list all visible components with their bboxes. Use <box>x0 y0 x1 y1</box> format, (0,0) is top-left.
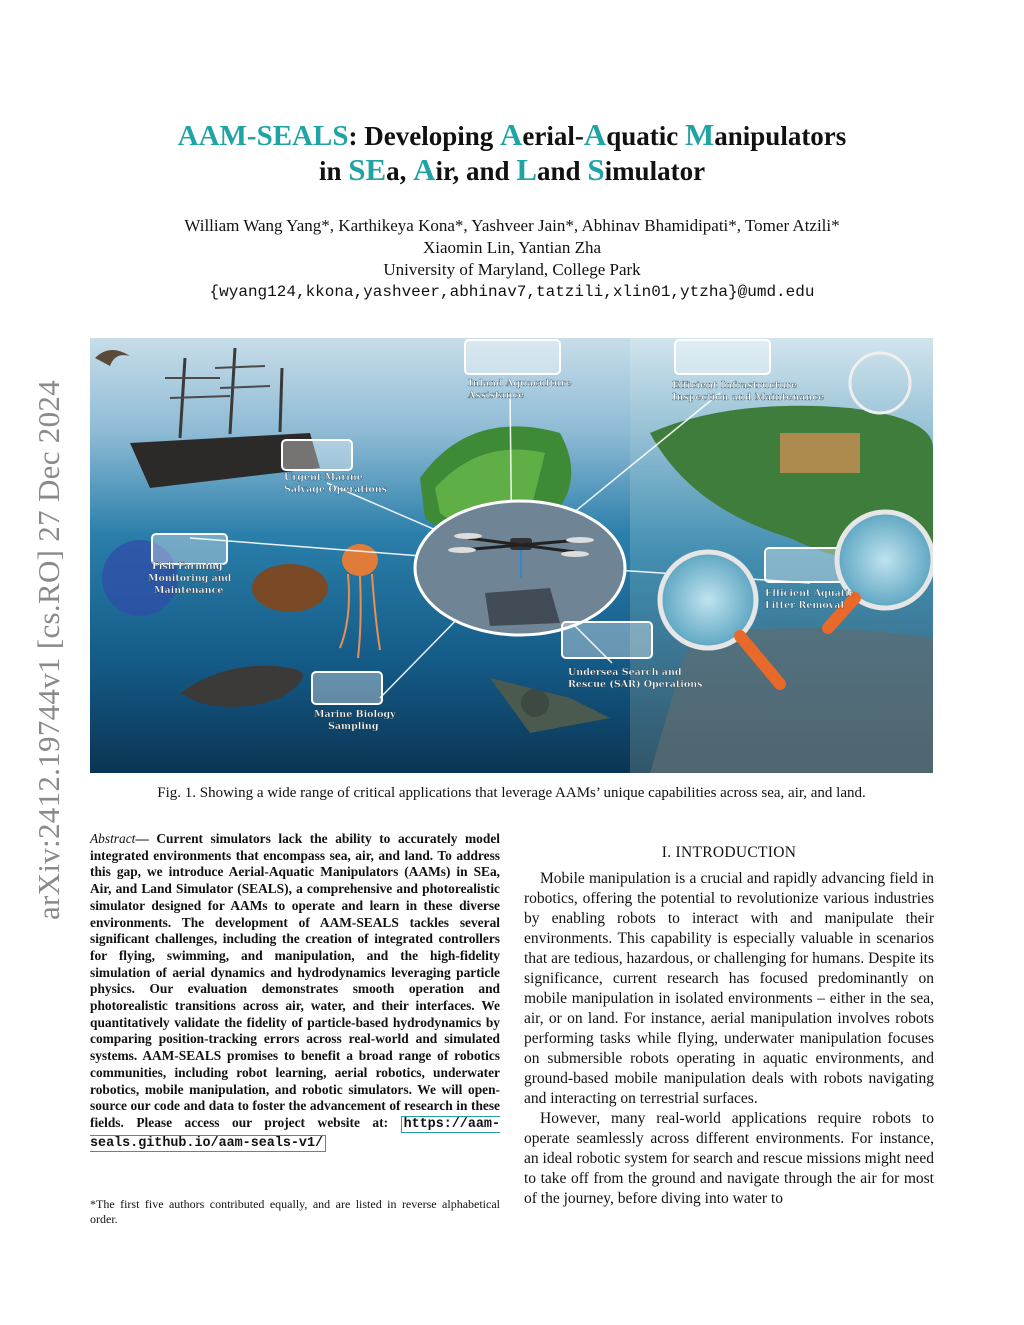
paper-title <box>100 118 924 188</box>
introduction-body <box>524 869 934 1209</box>
littered-seafloor <box>650 628 933 773</box>
label-fish: Maintenance <box>154 585 224 596</box>
label-fish: Fish Farming <box>152 561 223 572</box>
label-inland: Assistance <box>468 390 525 401</box>
figure-1 <box>90 338 933 773</box>
paragraph: Mobile manipulation is a crucial and rapidly advancing field in robotics, offering the potential to revolutionize various industries by enabling robots to interact with and manipulate their environments. This capability is especially valuable in scenarios that are tedious, hazardous, or challenging for humans. Despite its significance, current research has focused predominantly on mobile manipulation in isolated environments – either in the sea, air, or on land. For instance, aerial manipulation involves robots performing tasks while flying, underwater manipulation focuses on submersible robots operating in aquatic environments, and ground-based mobile manipulation deals with robots navigating and interacting on terrestrial surfaces. <box>524 870 934 1107</box>
title-text: quatic <box>606 121 685 151</box>
amusement-park <box>780 433 860 473</box>
label-infra: Inspection and Maintenance <box>672 392 825 403</box>
title-initial: A <box>583 117 607 152</box>
title-initial: S <box>587 152 605 187</box>
label-biology: Marine Biology <box>314 709 396 720</box>
title-text: ir, and <box>435 156 517 186</box>
abstract-label: Abstract <box>90 831 136 846</box>
figure-illustration <box>90 338 933 773</box>
label-fish: Monitoring and <box>148 573 232 584</box>
affiliation: University of Maryland, College Park <box>383 260 641 279</box>
paragraph: However, many real-world applications require robots to operate seamlessly across different environments. For instance, an ideal robotic system for search and rescue missions might need to take off from the ground and navigate through the air for most of the journey, before diving into water to <box>524 1110 934 1207</box>
abstract <box>90 831 500 1152</box>
title-initial: M <box>685 117 715 152</box>
title-text: and <box>537 156 588 186</box>
title-initial: A <box>413 152 436 187</box>
label-sar: Undersea Search and <box>568 667 682 678</box>
title-initial: SE <box>348 152 387 187</box>
label-inland: Inland Aquaculture <box>468 378 572 389</box>
title-text: erial- <box>522 121 584 151</box>
drone-shadow <box>485 588 560 626</box>
author-block <box>100 215 924 303</box>
title-text: anipulators <box>714 121 847 151</box>
author-emails: {wyang124,kkona,yashveer,abhinav7,tatzili,xlin01,ytzha}@umd.edu <box>209 283 815 301</box>
author-list: William Wang Yang*, Karthikeya Kona*, Yashveer Jain*, Abhinav Bhamidipati*, Tomer Atzili* <box>184 216 840 235</box>
label-litter: Litter Removal <box>765 600 845 611</box>
label-sar: Rescue (SAR) Operations <box>568 679 703 690</box>
label-biology: Sampling <box>328 721 379 732</box>
title-text: a, <box>386 156 414 186</box>
title-text: imulator <box>604 156 706 186</box>
title-initial: L <box>516 152 538 187</box>
footnote: *The first five authors contributed equally, and are listed in reverse alphabetical order. <box>90 1197 500 1226</box>
label-salvage: Urgent Marine <box>284 472 363 483</box>
title-text: : Developing <box>348 121 500 151</box>
sea-turtle <box>252 564 328 612</box>
label-litter: Efficient Aquatic <box>765 588 855 599</box>
arxiv-stamp <box>28 350 70 950</box>
jellyfish <box>342 544 378 576</box>
title-brand: AAM-SEALS <box>177 120 349 152</box>
plane-propeller <box>521 689 549 717</box>
author-list-2: Xiaomin Lin, Yantian Zha <box>422 238 601 257</box>
title-line-2 <box>100 153 924 188</box>
abstract-dash: — <box>135 831 157 846</box>
figure-caption: Fig. 1. Showing a wide range of critical applications that leverage AAMs’ unique capabilities across sea, air, and land. <box>157 785 866 801</box>
label-infra: Efficient Infrastructure <box>672 380 798 391</box>
abstract-text: Current simulators lack the ability to accurately model integrated environments that encompass sea, air, and land. To address this gap, we introduce Aerial-Aquatic Manipulators (AAMs) in SEa, Air, and Land Simulator (SEALS), a comprehensive and photorealistic simulator designed for AAMs to operate and learn in these diverse environments. The development of AAM-SEALS tackles several significant challenges, including the creation of integrated controllers for flying, swimming, and manipulation, and the high-fidelity simulation of aerial dynamics and hydrodynamics leveraging particle physics. Our evaluation demonstrates smooth operation and photorealistic transitions across air, water, and their interfaces. We quantitatively validate the fidelity of particle-based hydrodynamics by comparing position-tracking errors across real-world and simulated systems. AAM-SEALS promises to benefit a broad range of robotics communities, including robot learning, aerial robotics, underwater robotics, mobile manipulation, and robotic simulators. We will open-source our code and data to foster the advancement of research in these fields. Please access our project website at: <box>90 831 500 1130</box>
title-line-1 <box>100 118 924 153</box>
section-heading-introduction: I. INTRODUCTION <box>661 844 797 861</box>
title-text: in <box>318 156 349 186</box>
project-website-link[interactable]: https://aam-seals.github.io/aam-seals-v1/ <box>90 1116 500 1151</box>
label-salvage: Salvage Operations <box>284 484 388 495</box>
title-initial: A <box>499 117 523 152</box>
arxiv-id: arXiv:2412.19744v1 [cs.RO] 27 Dec 2024 <box>31 379 67 921</box>
